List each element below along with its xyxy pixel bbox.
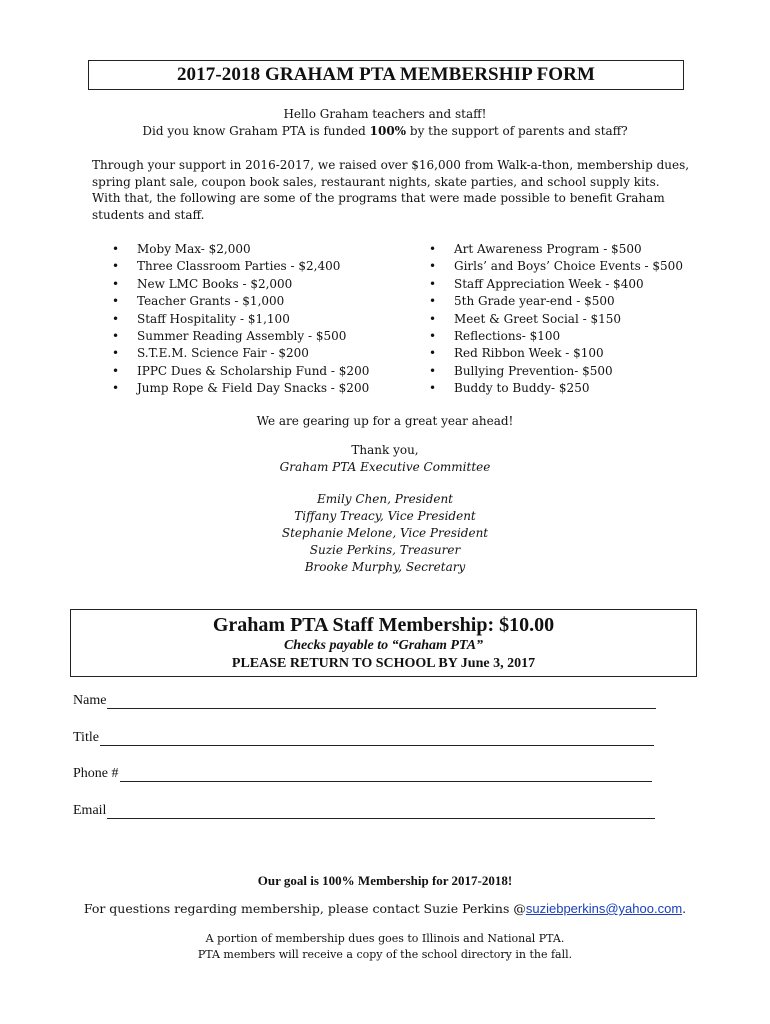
funding-line [0,124,770,138]
program-item: • Staff Appreciation Week - $400 [429,276,683,293]
email-field[interactable] [73,803,655,819]
funding-percent: 100% [369,124,407,138]
program-item: • IPPC Dues & Scholarship Fund - $200 [112,363,369,380]
funding-text-post: by the support of parents and staff? [406,124,628,138]
paragraph-line: Through your support in 2016-2017, we raised over $16,000 from Walk-a-thon, membership dues, [92,158,690,172]
membership-goal: Our goal is 100% Membership for 2017-2018! [257,873,513,888]
contact-email-link[interactable]: suziebperkins@yahoo.com [525,901,683,916]
contact-text: For questions regarding membership, please contact Suzie Perkins @ [83,901,526,916]
funding-text-pre: Did you know Graham PTA is funded [142,124,370,138]
program-item: • Summer Reading Assembly - $500 [112,328,369,345]
title-label: Title [73,730,99,745]
return-deadline: PLEASE RETURN TO SCHOOL BY June 3, 2017 [231,656,536,671]
paragraph-line: With that, the following are some of the programs that were made possible to benefit Graham [92,191,665,205]
dues-note: A portion of membership dues goes to Illinois and National PTA. [205,932,565,945]
program-item: • Moby Max- $2,000 [112,241,369,258]
thank-you-line: Thank you, [351,443,419,457]
contact-line [0,901,770,916]
program-item: • Art Awareness Program - $500 [429,241,683,258]
program-list-left [112,241,369,398]
email-line[interactable] [107,804,655,819]
title-line[interactable] [100,731,654,746]
officer-secretary: Brooke Murphy, Secretary [304,560,466,574]
program-item: • S.T.E.M. Science Fair - $200 [112,345,369,362]
phone-field[interactable] [73,766,652,782]
gearing-up-line: We are gearing up for a great year ahead! [256,414,514,428]
program-item: • 5th Grade year-end - $500 [429,293,683,310]
committee-signature: Graham PTA Executive Committee [279,460,491,474]
program-item: • Reflections- $100 [429,328,683,345]
officer-treasurer: Suzie Perkins, Treasurer [309,543,461,557]
name-line[interactable] [107,694,656,709]
program-item: • Buddy to Buddy- $250 [429,380,683,397]
directory-note: PTA members will receive a copy of the school directory in the fall. [197,948,573,961]
paragraph-line: spring plant sale, coupon book sales, restaurant nights, skate parties, and school supply kits. [92,174,660,189]
program-item: • Girls’ and Boys’ Choice Events - $500 [429,258,683,275]
officer-president: Emily Chen, President [316,492,454,506]
phone-line[interactable] [120,767,652,782]
paragraph-line: students and staff. [92,207,205,222]
contact-period: . [682,901,687,916]
title-box [88,60,684,90]
support-paragraph [92,157,692,223]
membership-heading: Graham PTA Staff Membership: $10.00 [212,614,555,636]
program-list-right [429,241,683,398]
phone-label: Phone # [73,766,119,781]
greeting-line: Hello Graham teachers and staff! [283,107,487,121]
program-item: • Red Ribbon Week - $100 [429,345,683,362]
program-item: • Jump Rope & Field Day Snacks - $200 [112,380,369,397]
checks-payable-note: Checks payable to “Graham PTA” [283,638,484,653]
officer-vice-president: Tiffany Treacy, Vice President [294,509,476,523]
page-title: 2017-2018 GRAHAM PTA MEMBERSHIP FORM [176,64,596,85]
program-item: • Three Classroom Parties - $2,400 [112,258,369,275]
program-item: • Staff Hospitality - $1,100 [112,311,369,328]
program-item: • Bullying Prevention- $500 [429,363,683,380]
program-item: • Teacher Grants - $1,000 [112,293,369,310]
title-field[interactable] [73,730,654,746]
program-item: • Meet & Greet Social - $150 [429,311,683,328]
email-label: Email [73,803,107,818]
membership-box [70,609,697,677]
name-field[interactable] [73,693,656,709]
name-label: Name [73,693,107,708]
program-item: • New LMC Books - $2,000 [112,276,369,293]
officer-vice-president: Stephanie Melone, Vice President [281,526,489,540]
